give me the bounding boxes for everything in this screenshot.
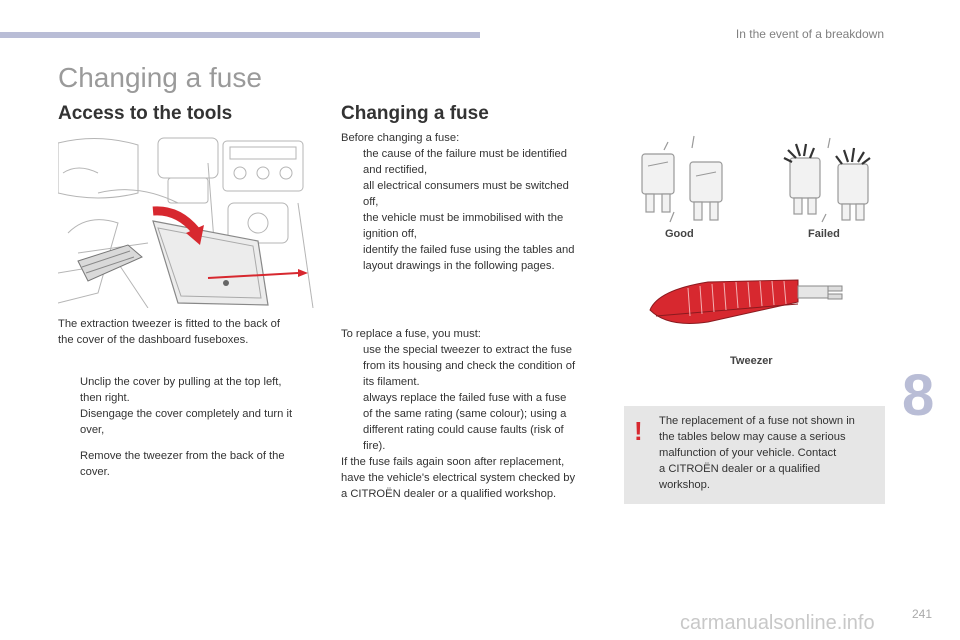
section-header: In the event of a breakdown [735,27,884,41]
replace-list [341,342,611,454]
list-item: Remove the tweezer from the back of the cover. [80,450,285,478]
page-title: Changing a fuse [58,62,262,93]
warning-box [624,406,885,504]
list-item: Disengage the cover completely and turn it over, [80,408,293,436]
before-list [341,146,611,274]
list-item: the vehicle must be immobilised with the ignition off, [363,212,564,240]
tweezer-label: Tweezer [730,355,773,367]
list-item: identify the failed fuse using the tables and layout drawings in the following pages. [363,244,575,272]
failed-label: Failed [808,228,840,240]
list-item: all electrical consumers must be switched off, [363,180,569,208]
list-item: the cause of the failure must be identified and rectified, [363,148,567,176]
warning-text: The replacement of a fuse not shown in the tables below may cause a serious malfunction of your vehicle. Contact a CITROËN dealer or a qualified workshop. [659,415,855,491]
page-number: 241 [912,607,933,621]
dashboard-illustration [58,133,318,308]
closing-text: If the fuse fails again soon after replacement, have the vehicle's electrical system checked by a CITROËN dealer or a qualified workshop. [341,456,576,500]
list-item: always replace the failed fuse with a fuse of the same rating (same colour); using a different rating could cause faults (risk of fire). [363,392,567,452]
list-item: use the special tweezer to extract the fuse from its housing and check the condition of its filament. [363,344,576,388]
tweezer-illustration [648,272,858,332]
access-tools-heading: Access to the tools [58,103,233,124]
list-item: Unclip the cover by pulling at the top left, then right. [80,376,282,404]
fuse-failed-illustration [780,134,890,224]
extraction-intro: The extraction tweezer is fitted to the back of the cover of the dashboard fuseboxes. [58,318,280,346]
watermark: carmanualsonline.info [680,612,875,634]
changing-fuse-heading: Changing a fuse [341,103,489,124]
warning-icon: ! [634,416,643,446]
before-intro: Before changing a fuse: [341,132,460,144]
fuse-good-illustration [634,134,744,224]
replace-intro: To replace a fuse, you must: [341,328,481,340]
accent-bar [0,32,480,38]
access-steps [58,374,322,480]
good-label: Good [665,228,694,240]
chapter-number: 8 [902,363,935,428]
